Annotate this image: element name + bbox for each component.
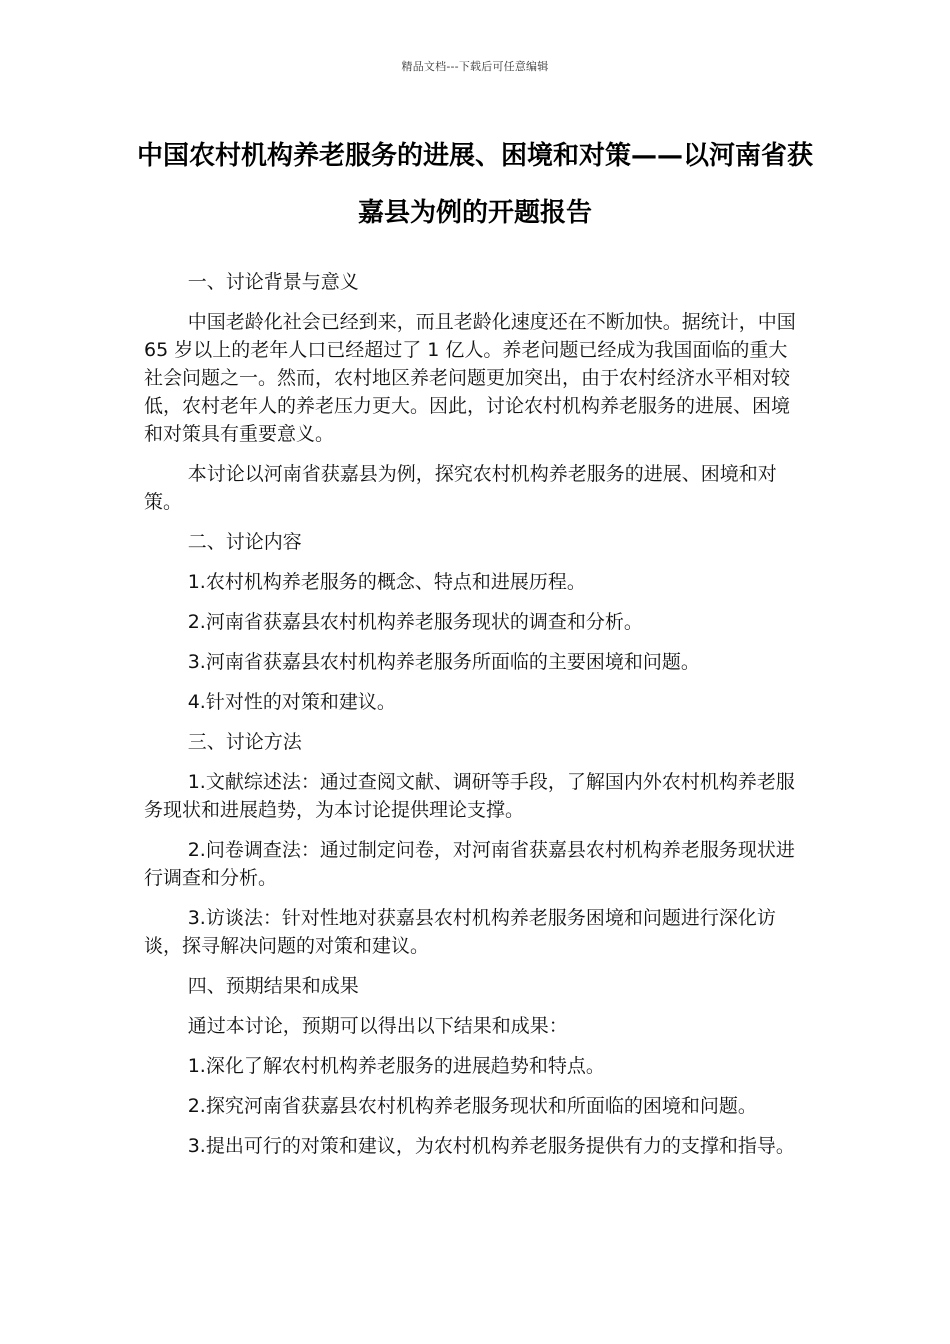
section-heading-4: 四、预期结果和成果 [187,975,359,997]
list-item: 3.河南省获嘉县农村机构养老服务所面临的主要困境和问题。 [187,651,700,673]
list-item: 2.问卷调查法：通过制定问卷，对河南省获嘉县农村机构养老服务现状进行调查和分析。 [144,839,795,889]
section-heading-3: 三、讨论方法 [187,731,302,753]
body-paragraph: 通过本讨论，预期可以得出以下结果和成果： [187,1015,568,1037]
body-paragraph: 中国老龄化社会已经到来，而且老龄化速度还在不断加快。据统计，中国 65 岁以上的老年人口已经超过了 1 亿人。养老问题已经成为我国面临的重大社会问题之一。然而，农村地区养老问题更加突出，由于农村经济水平相对较低，农村老年人的养老压力更大。因此，讨论农村机构养老服务的进展、困境和对策具有重要意义。 [144,311,796,445]
list-item: 3.访谈法：针对性地对获嘉县农村机构养老服务困境和问题进行深化访谈，探寻解决问题的对策和建议。 [144,907,776,957]
list-item: 3.提出可行的对策和建议，为农村机构养老服务提供有力的支撑和指导。 [187,1135,795,1157]
document-title: 中国农村机构养老服务的进展、困境和对策——以河南省获嘉县为例的开题报告 [136,141,813,228]
list-item: 1.农村机构养老服务的概念、特点和进展历程。 [187,571,586,593]
list-item: 1.文献综述法：通过查阅文献、调研等手段，了解国内外农村机构养老服务现状和进展趋势，为本讨论提供理论支撑。 [144,771,795,821]
body-paragraph: 本讨论以河南省获嘉县为例，探究农村机构养老服务的进展、困境和对策。 [144,463,777,513]
list-item: 4.针对性的对策和建议。 [187,691,396,713]
list-item: 2.河南省获嘉县农村机构养老服务现状的调查和分析。 [187,611,643,633]
section-heading-1: 一、讨论背景与意义 [187,271,359,293]
header-note: 精品文档---下载后可任意编辑 [401,60,549,73]
list-item: 1.深化了解农村机构养老服务的进展趋势和特点。 [187,1055,605,1077]
section-heading-2: 二、讨论内容 [187,531,302,553]
document-body [144,268,804,1172]
list-item: 2.探究河南省获嘉县农村机构养老服务现状和所面临的困境和问题。 [187,1095,757,1117]
